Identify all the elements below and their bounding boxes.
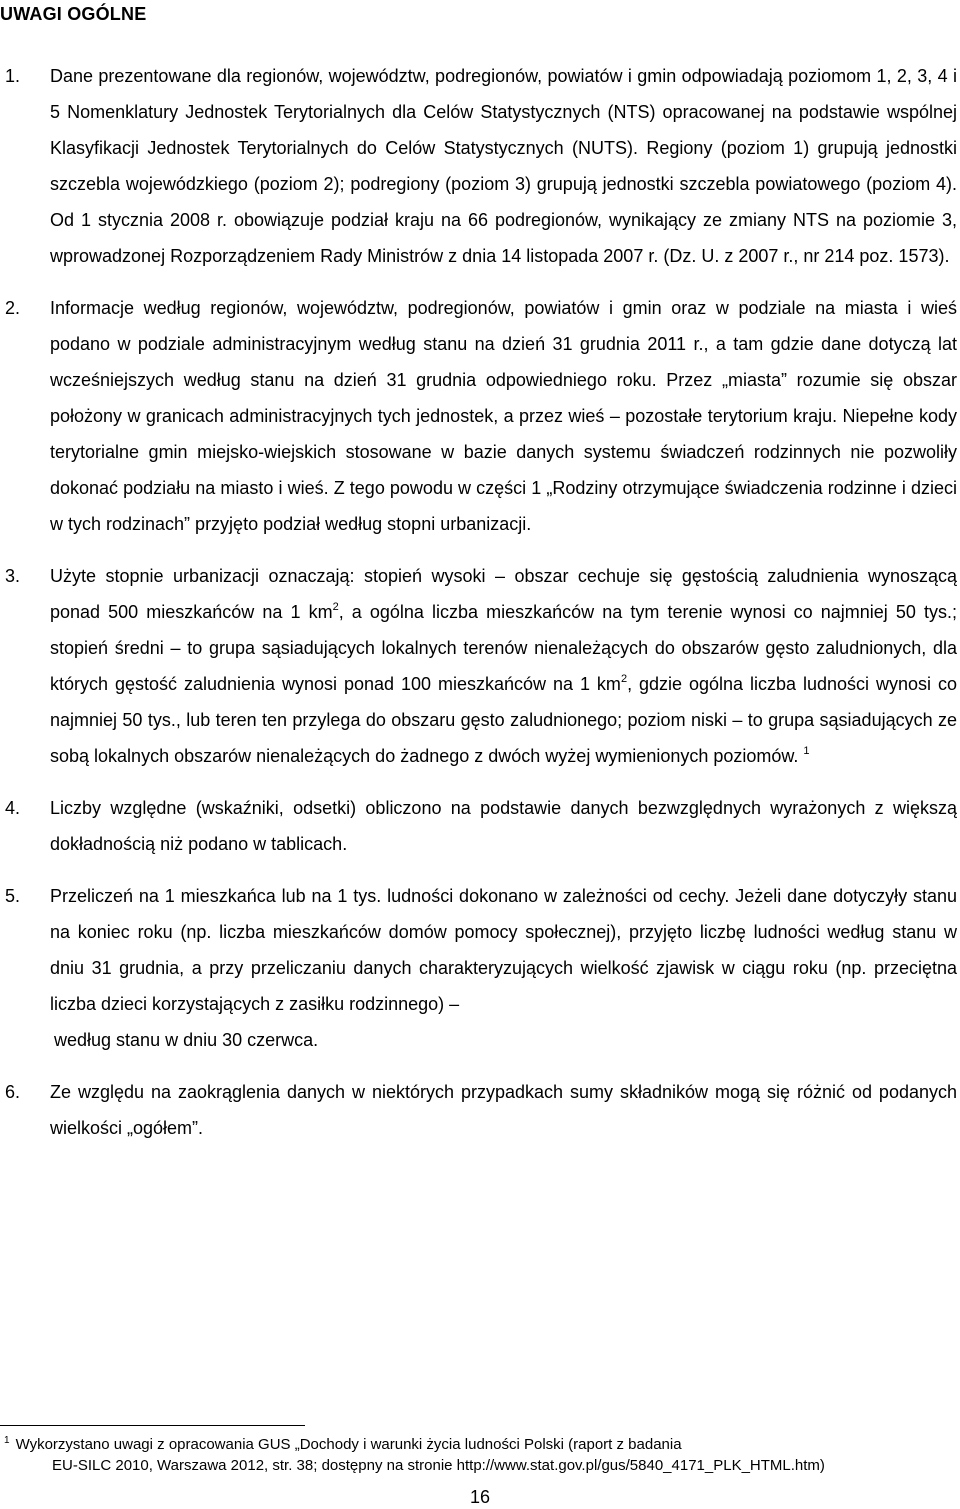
page-number: 16 <box>469 1487 491 1507</box>
note-text: Informacje według regionów, województw, podregionów, powiatów i gmin oraz w podziale na miasta i wieś podano w podziale administracyjnym według stanu na dzień 31 grudnia 2011 r., a tam gdzie dane dotyczą lat wcześniejszych według stanu na dzień 31 grudnia odpowiedniego roku. Przez „miasta” rozumie się obszar położony w granicach administracyjnych tych jednostek, a przez wieś – pozostałe terytorium kraju. Niepełne kody terytorialne gmin miejsko-wiejskich stosowane w bazie danych systemu świadczeń rodzinnych nie pozwoliły dokonać podziału na miasto i wieś. Z tego powodu w części 1 „Rodziny otrzymujące świadczenia rodzinne i dzieci w tych rodzinach” przyjęto podział według stopni urbanizacji. <box>50 298 957 534</box>
note-item-2 <box>0 290 957 542</box>
footnote-line: Wykorzystano uwagi z opracowania GUS „Dochody i warunki życia ludności Polski (raport z badania <box>15 1436 682 1453</box>
superscript: 2 <box>620 673 628 685</box>
footnote-reference: 1 <box>803 745 810 757</box>
page-heading: UWAGI OGÓLNE <box>0 4 147 24</box>
footnote-mark: 1 <box>4 1435 10 1446</box>
note-text: Ze względu na zaokrąglenia danych w niektórych przypadkach sumy składników mogą się różnić od podanych wielkości „ogółem”. <box>50 1082 957 1138</box>
footnote-divider <box>0 1425 305 1426</box>
note-text: Liczby względne (wskaźniki, odsetki) obliczono na podstawie danych bezwzględnych wyrażonych z większą dokładnością niż podano w tablicach. <box>50 798 957 854</box>
footnote <box>0 1434 950 1476</box>
note-text <box>50 558 957 774</box>
note-number: 2. <box>5 298 21 318</box>
note-text-part: , gdzie ogólna liczba ludności wynosi co najmniej 50 tys., lub teren ten przylega do obszaru gęsto zaludnionego; poziom niski – to grupa sąsiadujących ze sobą lokalnych obszarów nienależących do żadnego z dwóch wyżej wymienionych poziomów. <box>50 674 957 766</box>
note-text-part: , a ogólna liczba mieszkańców na tym terenie wynosi co najmniej 50 tys.; stopień średni – to grupa sąsiadujących lokalnych terenów nienależących do obszarów gęsto zaludnionych, dla których gęstość zaludnienia wynosi ponad 100 mieszkańców na 1 km <box>50 602 957 694</box>
note-item-5 <box>0 878 957 1058</box>
note-text-part: Użyte stopnie urbanizacji oznaczają: stopień wysoki – obszar cechuje się gęstością zaludnienia wynoszącą ponad 500 mieszkańców na 1 km <box>50 566 957 622</box>
footnote-line: EU-SILC 2010, Warszawa 2012, str. 38; dostępny na stronie http://www.stat.gov.pl/gus/5840_4171_PLK_HTML.htm) <box>52 1457 825 1474</box>
note-text-part: Przeliczeń na 1 mieszkańca lub na 1 tys. ludności dokonano w zależności od cechy. Jeżeli dane dotyczyły stanu na koniec roku (np. liczba mieszkańców domów pomocy społecznej), przyjęto liczbę ludności według stanu w dniu 31 grudnia, a przy przeliczaniu danych charakteryzujących wielkość zjawisk w ciągu roku (np. przeciętna liczba dzieci korzystających z zasiłku rodzinnego) – <box>50 886 957 1014</box>
note-text <box>50 878 957 1058</box>
note-number: 1. <box>5 66 21 86</box>
note-item-6 <box>0 1074 957 1146</box>
note-number: 3. <box>5 566 21 586</box>
note-number: 6. <box>5 1082 21 1102</box>
note-item-4 <box>0 790 957 862</box>
note-item-1 <box>0 58 957 274</box>
note-item-3 <box>0 558 957 774</box>
note-text-part: według stanu w dniu 30 czerwca. <box>54 1030 319 1050</box>
note-number: 5. <box>5 886 21 906</box>
note-text: Dane prezentowane dla regionów, województw, podregionów, powiatów i gmin odpowiadają poziomom 1, 2, 3, 4 i 5 Nomenklatury Jednostek Terytorialnych dla Celów Statystycznych (NTS) opracowanej na podstawie wspólnej Klasyfikacji Jednostek Terytorialnych do Celów Statystycznych (NUTS). Regiony (poziom 1) grupują jednostki szczebla wojewódzkiego (poziom 2); podregiony (poziom 3) grupują jednostki szczebla powiatowego (poziom 4). Od 1 stycznia 2008 r. obowiązuje podział kraju na 66 podregionów, wynikający ze zmiany NTS na poziomie 3, wprowadzonej Rozporządzeniem Rady Ministrów z dnia 14 listopada 2007 r. (Dz. U. z 2007 r., nr 214 poz. 1573). <box>50 66 957 266</box>
superscript: 2 <box>332 601 339 613</box>
notes-list <box>0 58 957 1162</box>
note-number: 4. <box>5 798 21 818</box>
